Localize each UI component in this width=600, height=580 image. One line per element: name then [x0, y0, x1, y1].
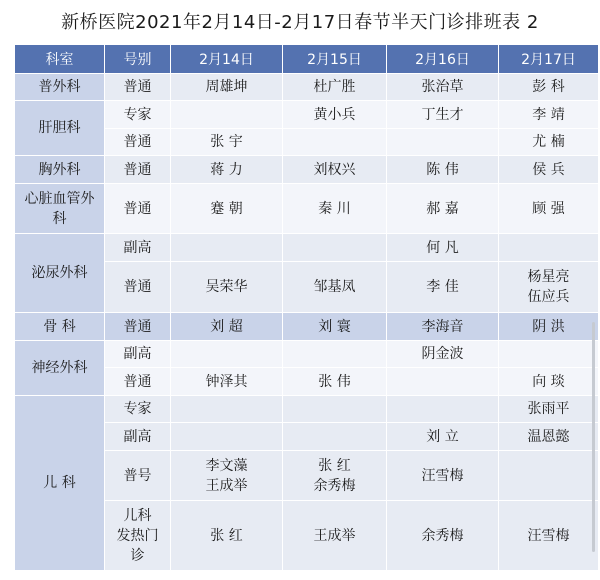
- header-type: 号别: [105, 45, 171, 74]
- schedule-cell: [283, 234, 387, 262]
- schedule-cell: 张 伟: [283, 368, 387, 396]
- schedule-cell: [283, 341, 387, 368]
- schedule-cell: [283, 423, 387, 451]
- header-department: 科室: [15, 45, 105, 74]
- type-cell: 副高: [105, 341, 171, 368]
- schedule-cell: [171, 341, 283, 368]
- schedule-cell: 黄小兵: [283, 101, 387, 129]
- schedule-cell: [499, 341, 599, 368]
- table-row: [15, 74, 599, 101]
- schedule-cell: 尤 楠: [499, 129, 599, 156]
- type-cell: 专家: [105, 101, 171, 129]
- table-row: [15, 101, 599, 129]
- schedule-cell: [171, 101, 283, 129]
- schedule-cell: [499, 451, 599, 501]
- schedule-cell: [387, 129, 499, 156]
- schedule-cell: 刘 超: [171, 313, 283, 341]
- schedule-cell: [283, 396, 387, 423]
- schedule-cell: 李海音: [387, 313, 499, 341]
- dept-cell: 儿 科: [15, 396, 105, 571]
- dept-cell: 肝胆科: [15, 101, 105, 156]
- table-row: [15, 313, 599, 341]
- schedule-cell: 何 凡: [387, 234, 499, 262]
- schedule-cell: [387, 396, 499, 423]
- schedule-cell: [283, 129, 387, 156]
- type-cell: 普通: [105, 368, 171, 396]
- dept-cell: 神经外科: [15, 341, 105, 396]
- type-cell: 普通: [105, 129, 171, 156]
- type-cell: 副高: [105, 423, 171, 451]
- schedule-cell: 温恩懿: [499, 423, 599, 451]
- type-cell: 副高: [105, 234, 171, 262]
- schedule-cell: 阴 洪: [499, 313, 599, 341]
- schedule-cell: 蒋 力: [171, 156, 283, 184]
- schedule-cell: 刘权兴: [283, 156, 387, 184]
- schedule-cell: 汪雪梅: [387, 451, 499, 501]
- schedule-cell: [387, 368, 499, 396]
- schedule-cell: 陈 伟: [387, 156, 499, 184]
- schedule-cell: [499, 234, 599, 262]
- table-row: [15, 184, 599, 234]
- schedule-cell: 李 靖: [499, 101, 599, 129]
- schedule-cell: 张 红: [171, 501, 283, 571]
- dept-cell: 骨 科: [15, 313, 105, 341]
- schedule-cell: [171, 234, 283, 262]
- table-row: [15, 341, 599, 368]
- header-date-0216: 2月16日: [387, 45, 499, 74]
- schedule-cell: 阴金波: [387, 341, 499, 368]
- scrollbar[interactable]: [592, 322, 595, 552]
- schedule-cell: 钟泽其: [171, 368, 283, 396]
- schedule-cell: 杜广胜: [283, 74, 387, 101]
- schedule-cell: 杨星亮 伍应兵: [499, 262, 599, 313]
- schedule-cell: 周雄坤: [171, 74, 283, 101]
- schedule-cell: 侯 兵: [499, 156, 599, 184]
- schedule-cell: 王成举: [283, 501, 387, 571]
- type-cell: 儿科 发热门 诊: [105, 501, 171, 571]
- schedule-cell: 刘 立: [387, 423, 499, 451]
- schedule-cell: 彭 科: [499, 74, 599, 101]
- schedule-cell: 汪雪梅: [499, 501, 599, 571]
- schedule-cell: 蹇 朝: [171, 184, 283, 234]
- page-title: 新桥医院2021年2月14日-2月17日春节半天门诊排班表 2: [61, 12, 539, 33]
- type-cell: 普通: [105, 184, 171, 234]
- dept-cell: 心脏血管外 科: [15, 184, 105, 234]
- schedule-cell: 邹基凤: [283, 262, 387, 313]
- type-cell: 普通: [105, 156, 171, 184]
- schedule-cell: 顾 强: [499, 184, 599, 234]
- schedule-cell: 李文藻 王成举: [171, 451, 283, 501]
- dept-cell: 普外科: [15, 74, 105, 101]
- schedule-cell: 郝 嘉: [387, 184, 499, 234]
- schedule-cell: 秦 川: [283, 184, 387, 234]
- dept-cell: 胸外科: [15, 156, 105, 184]
- schedule-cell: 向 琰: [499, 368, 599, 396]
- dept-cell: 泌尿外科: [15, 234, 105, 313]
- type-cell: 普通: [105, 74, 171, 101]
- schedule-cell: 余秀梅: [387, 501, 499, 571]
- type-cell: 普通: [105, 262, 171, 313]
- schedule-table: [14, 44, 599, 571]
- header-date-0217: 2月17日: [499, 45, 599, 74]
- header-date-0215: 2月15日: [283, 45, 387, 74]
- schedule-cell: 张 红 余秀梅: [283, 451, 387, 501]
- type-cell: 专家: [105, 396, 171, 423]
- type-cell: 普通: [105, 313, 171, 341]
- header-row: [15, 45, 599, 74]
- schedule-cell: 丁生才: [387, 101, 499, 129]
- schedule-cell: [171, 423, 283, 451]
- schedule-cell: 张雨平: [499, 396, 599, 423]
- schedule-cell: 李 佳: [387, 262, 499, 313]
- table-row: [15, 156, 599, 184]
- table-row: [15, 234, 599, 262]
- schedule-cell: 张 宇: [171, 129, 283, 156]
- schedule-cell: 刘 寰: [283, 313, 387, 341]
- schedule-cell: 张治草: [387, 74, 499, 101]
- schedule-cell: 吴荣华: [171, 262, 283, 313]
- type-cell: 普号: [105, 451, 171, 501]
- schedule-cell: [171, 396, 283, 423]
- table-row: [15, 396, 599, 423]
- header-date-0214: 2月14日: [171, 45, 283, 74]
